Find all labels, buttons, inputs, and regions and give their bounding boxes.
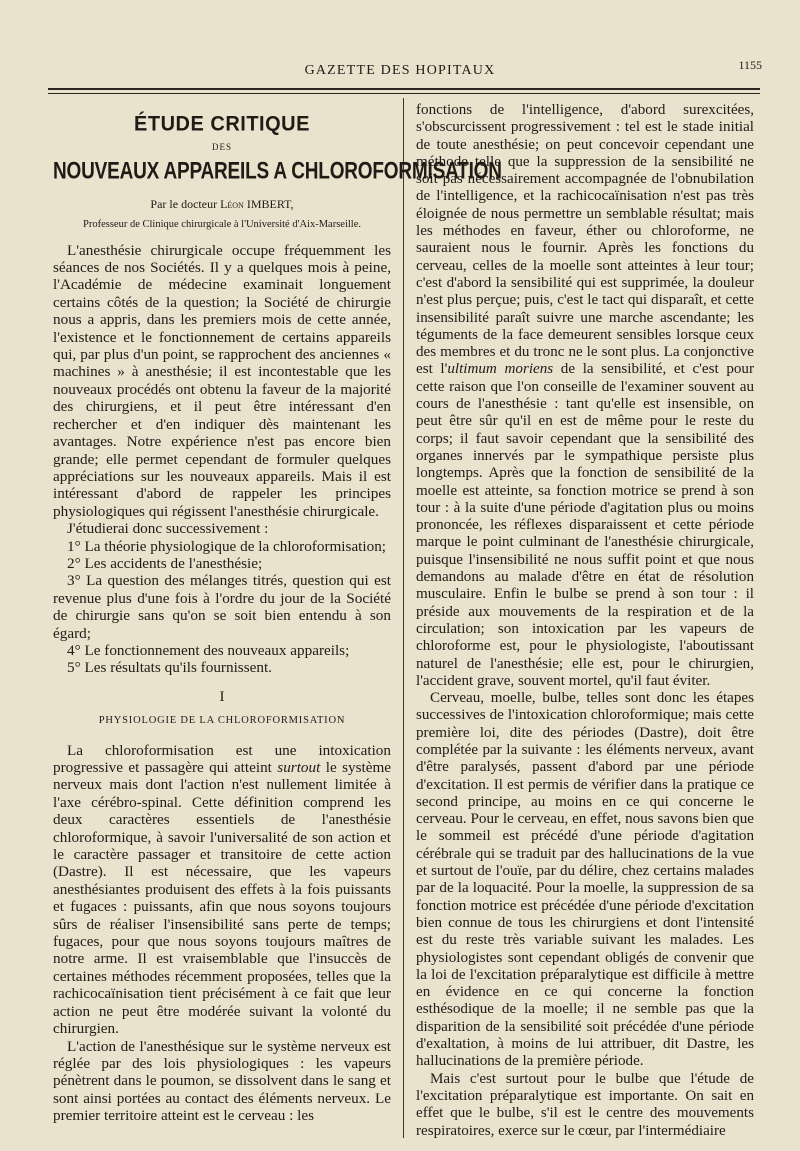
author-prefix: Par le docteur	[150, 197, 221, 212]
plan-intro: J'étudierai donc successivement :	[67, 520, 269, 538]
page-number: 1155	[738, 58, 762, 72]
plan-item: 5° Les résultats qu'ils fournissent.	[67, 659, 272, 677]
emphasis-surtout: surtout	[277, 759, 321, 776]
section-number: I	[219, 688, 225, 705]
continued-paragraph: fonctions de l'intelligence, d'abord surexcitées, s'obscurcissent progressivement : tel est le stade initial de toute anesthésie; on peut concevoir cependant une méthode telle que la suppression de la sensibilité ne soit pas nécessairement accompagnée de l'obnubilation de l'intelligence, et la rachicocaïnisation n'est pas très éloignée de nous permettre un semblable résultat; mais les méthodes en faveur, éther ou chloroforme, ne sauraient nous le fournir. Après les fonctions du cerveau, celles de la moelle sont atteintes à leur tour; c'est d'abord la sensibilité qui est supprimée, la douleur n'est plus perçue; puis, c'est le tact qui disparaît, et cette insensibilité paraît suivre une marche ascendante; les téguments de la face demeurent sensibles lorsque ceux des membres et du tronc ne le sont plus. La conjonctive est l'ultimum moriens de la sensibilité, et c'est pour cette raison que l'on conseille de l'examiner souvent au cours de l'anesthésie : tant qu'elle est insensible, on peut être sûr qu'il en est de même pour le reste du corps; il faut savoir cependant que la sensibilité des organes innervés par le sympathique persiste plus longtemps. Après que la fonction de sensibilité de la moelle est atteinte, sa fonction motrice se prend à son tour : à la suite d'une période d'agitation plus ou moins prononcée, les réflexes disparaissent et cette période marque le point culminant de l'anesthésie chirurgicale, puisque l'insensibilité ne nous suffit point et que nous demandons au malade d'être en état de résolution musculaire. Enfin le bulbe se prend à son tour : il préside aux mouvements de la respiration et de la circulation; son intoxication par les vapeurs de chloroforme est, pour le physiologiste, l'aboutissant naturel de l'anesthésie; elle est, pour le chirurgien, l'accident grave, souvent mortel, qu'il faut éviter.	[416, 102, 754, 689]
plan-item: 1° La théorie physiologique de la chloroformisation;	[67, 537, 387, 555]
plan-item: 4° Le fonctionnement des nouveaux appareils;	[67, 641, 350, 659]
column-divider	[403, 98, 404, 1138]
right-column	[416, 102, 754, 1140]
article-title-connector: DES	[211, 142, 232, 153]
definition-paragraph: La chloroformisation est une intoxication progressive et passagère qui atteint surtout le système nerveux mais dont l'action n'est nullement limitée à l'axe cérébro-spinal. Cette définition comprend les deux caractères essentiels de l'anesthésie chloroformique, à savoir l'universalité de son action et le caractère passager et transitoire de cette action (Dastre). Il est nécessaire, que les vapeurs anesthésiantes produisent des effets à la fois puissants et fugaces : puissants, afin que nous soyons toujours sûrs de réaliser l'insensibilité sans perte de temps; fugaces, pour que nous soyons toujours maîtres de notre arme. Il est vraisemblable que l'insuccès de certaines méthodes récemment proposées, telles que la rachicocaïnisation tient précisément à ce fait que leur action ne peut être modérée suivant la volonté du chirurgien.	[53, 741, 392, 1038]
author-line	[53, 196, 391, 213]
article-title: ÉTUDE CRITIQUE	[134, 112, 310, 136]
article-subtitle: NOUVEAUX APPAREILS A CHLOROFORMISATION	[53, 158, 502, 185]
header-rule-thick	[48, 88, 760, 90]
emphasis-ultimum-moriens: ultimum moriens	[447, 361, 554, 378]
author-name: Léon IMBERT,	[220, 197, 294, 212]
plan-item: 3° La question des mélanges titrés, question qui est revenue plus d'une fois à l'ordre du jour de la Société de chirurgie sans qu'on se soit bien entendu à son égard;	[53, 572, 391, 642]
action-paragraph: L'action de l'anesthésique sur le système nerveux est réglée par des lois physiologiques : les vapeurs pénètrent dans le poumon, se dissolvent dans le sang et sont ainsi portées au contact des éléments nerveux. Le premier territoire atteint est le cerveau : les	[53, 1037, 391, 1125]
intro-paragraph: L'anesthésie chirurgicale occupe fréquemment les séances de nos Sociétés. Il y a quelques mois à peine, l'Académie de médecine examinait longuement certains côtés de la question; la Société de chirurgie nous a appris, dans les premiers mois de cette année, l'existence et le fonctionnement de certains appareils qui, par plus d'un point, se rapprochent des anciennes « machines » à anesthésie; il est incontestable que les nouveaux procédés ont obtenu la faveur de la majorité des chirurgiens, et il peut être intéressant d'en rechercher et d'en indiquer dès maintenant les avantages. Notre expérience n'est pas encore bien grande; elle permet cependant de formuler quelques appréciations sur les nouveaux appareils. Mais il est intéressant d'abord de rappeler les principes physiologiques qui régissent l'anesthésie chirurgicale.	[53, 241, 391, 520]
plan-item: 2° Les accidents de l'anesthésie;	[67, 554, 263, 572]
running-title: GAZETTE DES HOPITAUX	[304, 63, 496, 78]
section-title: PHYSIOLOGIE DE LA CHLOROFORMISATION	[98, 715, 346, 727]
periods-paragraph: Cerveau, moelle, bulbe, telles sont donc les étapes successives de l'intoxication chloroformique; mais cette première loi, dite des périodes (Dastre), doit être complétée par la suivante : les éléments nerveux, avant d'être paralysés, passent d'abord par une période d'excitation. Il est permis de vérifier dans la pratique ce second principe, au moins en ce qui concerne le cerveau. Pour le cerveau, en effet, nous savons bien que le sommeil est précédé d'une période d'agitation cérébrale qui se traduit par des hallucinations de la vue et surtout de l'ouïe, par du délire, chez certains malades par de la loquacité. Pour la moelle, la suppression de sa fonction motrice est précédée d'une période d'excitation bien connue de tous les chirurgiens et dont l'intensité est du reste très variable suivant les malades. Les physiologistes sont cependant obligés de convenir que la loi de l'excitation préparalytique est difficile à mettre en évidence en ce qui concerne la fonction esthésodique de la moelle; il ne semble pas que la disparition de la sensibilité soit précédée d'une période d'exaltation, à moins de lui attribuer, dit Dastre, les hallucinations de la première période.	[416, 690, 754, 1070]
author-affiliation: Professeur de Clinique chirurgicale à l'Université d'Aix-Marseille.	[83, 218, 361, 230]
bulb-paragraph: Mais c'est surtout pour le bulbe que l'étude de l'excitation préparalytique est importante. On sait en effet que le bulbe, s'il est le centre des mouvements respiratoires, exerce sur le cœur, par l'intermédiaire	[416, 1070, 754, 1139]
header-rule-thin	[48, 93, 760, 94]
